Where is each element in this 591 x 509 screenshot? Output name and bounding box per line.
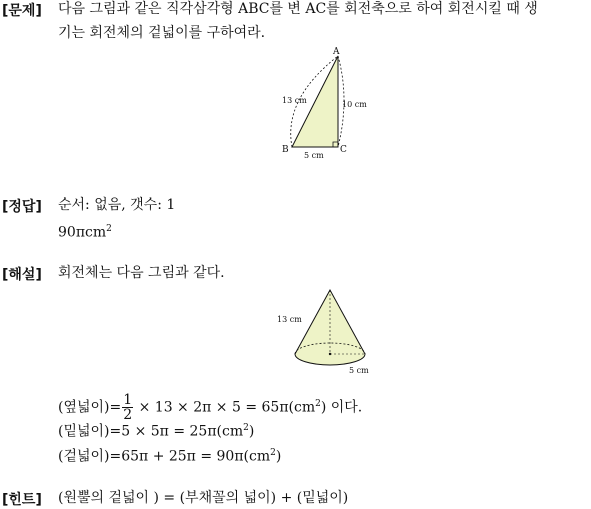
explanation-label: [해설] bbox=[2, 267, 42, 283]
cone-figure bbox=[277, 286, 373, 376]
problem-label: [문제] bbox=[2, 3, 42, 19]
hint-text: (원뿔의 겉넓이 ) = (부채꼴의 넓이) + (밑넓이) bbox=[58, 490, 349, 506]
fraction-one-half bbox=[122, 393, 133, 422]
answer-value-text: 90πcm bbox=[58, 224, 107, 241]
base-text: (밑넓이)=5 × 5π = 25π(cm bbox=[58, 423, 244, 440]
surface-text: (겉넓이)=65π + 25π = 90π(cm bbox=[58, 448, 271, 465]
answer-label: [정답] bbox=[2, 199, 42, 215]
problem-line-2: 기는 회전체의 겉넓이를 구하여라. bbox=[58, 25, 266, 41]
answer-value bbox=[58, 220, 112, 242]
surface-exp: 2 bbox=[270, 448, 276, 458]
cone-base-center bbox=[329, 353, 331, 355]
surface-area-line bbox=[58, 444, 281, 466]
answer-meta: 순서: 없음, 갯수: 1 bbox=[58, 197, 176, 213]
lateral-exp: 2 bbox=[315, 398, 321, 409]
fraction-numerator: 1 bbox=[123, 392, 133, 408]
vertex-b-label: B bbox=[282, 145, 289, 155]
cone-slant-label: 13 cm bbox=[277, 315, 302, 324]
cone-radius-label: 5 cm bbox=[349, 366, 369, 375]
base-area-line bbox=[58, 419, 254, 441]
side-ac-label: 10 cm bbox=[342, 100, 367, 109]
vertex-a-label: A bbox=[333, 47, 340, 57]
hint-label: [힌트] bbox=[2, 492, 42, 508]
triangle-figure bbox=[278, 44, 370, 162]
answer-value-exp: 2 bbox=[106, 224, 112, 234]
lateral-prefix: (옆넓이)= bbox=[58, 399, 122, 416]
lateral-rest: × 13 × 2π × 5 = 65π(cm bbox=[138, 399, 316, 416]
vertex-c-label: C bbox=[340, 145, 347, 155]
lateral-suffix: ) 이다. bbox=[320, 399, 363, 416]
base-suffix: ) bbox=[248, 423, 255, 440]
side-bc-label: 5 cm bbox=[304, 151, 324, 160]
base-exp: 2 bbox=[243, 423, 249, 433]
explanation-intro: 회전체는 다음 그림과 같다. bbox=[58, 265, 225, 281]
surface-suffix: ) bbox=[275, 448, 282, 465]
fraction-denominator: 2 bbox=[123, 407, 133, 423]
problem-line-1: 다음 그림과 같은 직각삼각형 ABC를 변 AC를 회전축으로 하여 회전시킬 때 생 bbox=[58, 1, 538, 17]
side-ab-label: 13 cm bbox=[282, 96, 307, 105]
lateral-area-line bbox=[58, 393, 362, 422]
